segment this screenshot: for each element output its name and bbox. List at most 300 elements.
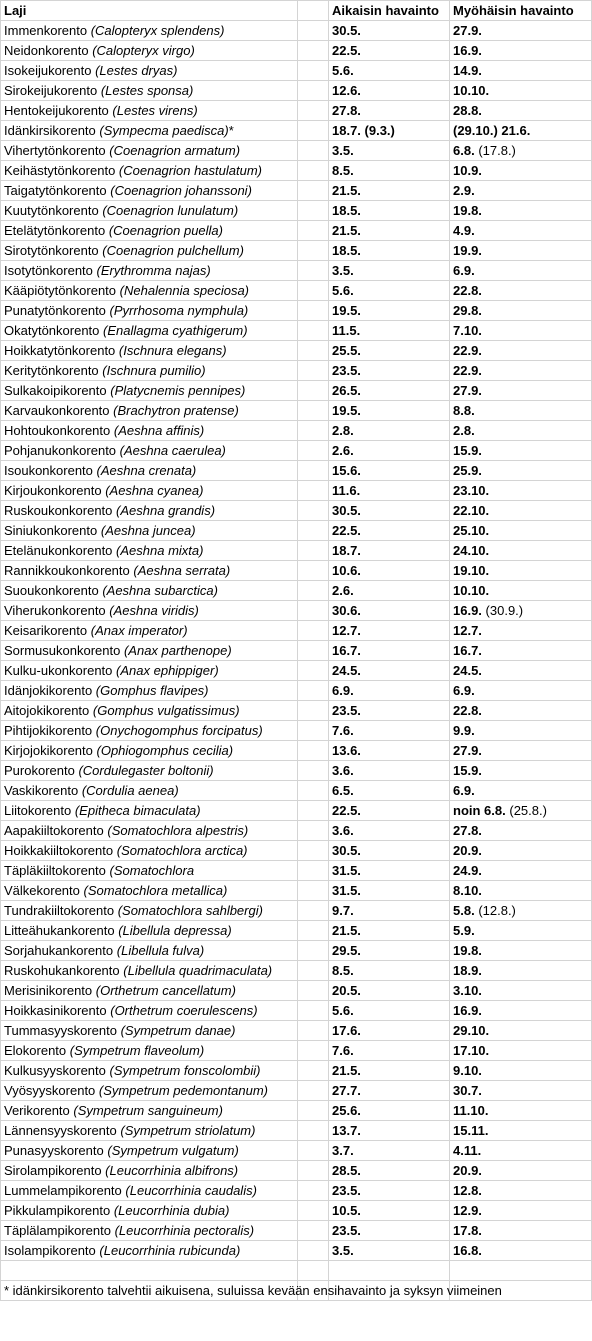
species-finnish-name: Kääpiötytönkorento (4, 283, 117, 298)
latest-cell[interactable] (450, 1001, 592, 1021)
empty-cell[interactable] (298, 1041, 329, 1061)
species-cell[interactable] (1, 441, 298, 461)
latest-cell[interactable] (450, 861, 592, 881)
latest-cell[interactable] (450, 1021, 592, 1041)
earliest-cell[interactable]: 22.5. (329, 41, 450, 61)
earliest-cell[interactable]: 18.7. (329, 541, 450, 561)
earliest-cell[interactable]: 22.5. (329, 521, 450, 541)
empty-cell[interactable] (298, 641, 329, 661)
header-latest[interactable]: Myöhäisin havainto (450, 1, 592, 21)
species-cell[interactable] (1, 1121, 298, 1141)
earliest-cell[interactable]: 30.5. (329, 841, 450, 861)
empty-cell[interactable] (298, 461, 329, 481)
species-cell[interactable] (1, 161, 298, 181)
empty-cell[interactable] (298, 81, 329, 101)
empty-cell[interactable] (298, 1241, 329, 1261)
table-row (1, 341, 592, 361)
earliest-cell[interactable]: 23.5. (329, 1181, 450, 1201)
latest-cell[interactable] (450, 841, 592, 861)
earliest-cell[interactable]: 30.5. (329, 501, 450, 521)
earliest-cell[interactable]: 26.5. (329, 381, 450, 401)
latest-cell[interactable] (450, 921, 592, 941)
empty-cell[interactable] (298, 261, 329, 281)
latest-cell[interactable] (450, 141, 592, 161)
header-empty-cell[interactable] (298, 1, 329, 21)
earliest-cell[interactable]: 6.9. (329, 681, 450, 701)
latest-cell[interactable] (450, 181, 592, 201)
earliest-cell[interactable]: 2.8. (329, 421, 450, 441)
empty-cell[interactable] (1, 1261, 298, 1281)
species-scientific-name: (Sympetrum striolatum) (120, 1123, 256, 1138)
earliest-cell[interactable]: 7.6. (329, 1041, 450, 1061)
latest-cell[interactable] (450, 1181, 592, 1201)
species-finnish-name: Taigatytönkorento (4, 183, 107, 198)
empty-cell[interactable] (298, 1201, 329, 1221)
table-row (1, 361, 592, 381)
header-species[interactable]: Laji (1, 1, 298, 21)
latest-cell[interactable] (450, 741, 592, 761)
species-cell[interactable] (1, 721, 298, 741)
empty-cell[interactable] (298, 1101, 329, 1121)
species-cell[interactable] (1, 361, 298, 381)
earliest-cell[interactable]: 18.5. (329, 201, 450, 221)
latest-value: 12.7. (453, 623, 482, 638)
earliest-cell[interactable]: 12.6. (329, 81, 450, 101)
earliest-cell[interactable]: 21.5. (329, 1061, 450, 1081)
species-cell[interactable] (1, 841, 298, 861)
latest-cell[interactable] (450, 521, 592, 541)
latest-value: 9.10. (453, 1063, 482, 1078)
empty-cell[interactable] (298, 661, 329, 681)
latest-value: 14.9. (453, 63, 482, 78)
latest-cell[interactable] (450, 581, 592, 601)
empty-cell[interactable] (298, 1081, 329, 1101)
latest-cell[interactable] (450, 561, 592, 581)
empty-cell[interactable] (298, 221, 329, 241)
species-cell[interactable] (1, 221, 298, 241)
empty-cell[interactable] (450, 1261, 592, 1281)
latest-cell[interactable] (450, 1081, 592, 1101)
latest-cell[interactable] (450, 61, 592, 81)
table-row (1, 761, 592, 781)
empty-cell[interactable] (298, 1061, 329, 1081)
earliest-cell[interactable]: 5.6. (329, 281, 450, 301)
empty-cell[interactable] (329, 1261, 450, 1281)
species-cell[interactable] (1, 41, 298, 61)
species-cell[interactable] (1, 101, 298, 121)
earliest-cell[interactable]: 21.5. (329, 221, 450, 241)
species-cell[interactable] (1, 1001, 298, 1021)
latest-cell[interactable] (450, 761, 592, 781)
empty-cell[interactable] (298, 841, 329, 861)
empty-cell[interactable] (298, 1001, 329, 1021)
earliest-cell[interactable]: 2.6. (329, 581, 450, 601)
latest-cell[interactable] (450, 801, 592, 821)
latest-cell[interactable] (450, 621, 592, 641)
earliest-cell[interactable]: 3.7. (329, 1141, 450, 1161)
empty-cell[interactable] (298, 941, 329, 961)
species-cell[interactable] (1, 741, 298, 761)
latest-cell[interactable] (450, 1161, 592, 1181)
empty-cell[interactable] (298, 281, 329, 301)
empty-cell[interactable] (298, 121, 329, 141)
latest-value: 7.10. (453, 323, 482, 338)
species-cell[interactable] (1, 501, 298, 521)
species-cell[interactable] (1, 921, 298, 941)
empty-cell[interactable] (298, 601, 329, 621)
species-finnish-name: Verikorento (4, 1103, 70, 1118)
species-cell[interactable] (1, 821, 298, 841)
species-cell[interactable] (1, 1241, 298, 1261)
latest-cell[interactable] (450, 1141, 592, 1161)
species-cell[interactable] (1, 21, 298, 41)
earliest-cell[interactable]: 25.5. (329, 341, 450, 361)
empty-cell[interactable] (298, 341, 329, 361)
species-cell[interactable] (1, 601, 298, 621)
species-cell[interactable] (1, 1021, 298, 1041)
earliest-cell[interactable]: 12.7. (329, 621, 450, 641)
latest-cell[interactable] (450, 1101, 592, 1121)
species-cell[interactable] (1, 1041, 298, 1061)
species-cell[interactable] (1, 181, 298, 201)
earliest-cell[interactable]: 3.5. (329, 1241, 450, 1261)
empty-cell[interactable] (298, 701, 329, 721)
latest-cell[interactable] (450, 21, 592, 41)
earliest-cell[interactable]: 18.7. (9.3.) (329, 121, 450, 141)
earliest-cell[interactable]: 2.6. (329, 441, 450, 461)
species-cell[interactable] (1, 981, 298, 1001)
table-row (1, 1001, 592, 1021)
species-cell[interactable] (1, 1181, 298, 1201)
empty-cell[interactable] (298, 401, 329, 421)
table-row (1, 81, 592, 101)
table-row (1, 381, 592, 401)
species-cell[interactable] (1, 461, 298, 481)
earliest-cell[interactable]: 17.6. (329, 1021, 450, 1041)
earliest-cell[interactable]: 20.5. (329, 981, 450, 1001)
empty-cell[interactable] (298, 381, 329, 401)
species-cell[interactable] (1, 421, 298, 441)
empty-cell[interactable] (298, 21, 329, 41)
earliest-cell[interactable]: 28.5. (329, 1161, 450, 1181)
latest-cell[interactable] (450, 301, 592, 321)
species-cell[interactable] (1, 81, 298, 101)
species-scientific-name: (Epitheca bimaculata) (74, 803, 201, 818)
earliest-cell[interactable]: 3.5. (329, 141, 450, 161)
species-cell[interactable] (1, 381, 298, 401)
species-cell[interactable] (1, 781, 298, 801)
latest-cell[interactable] (450, 781, 592, 801)
species-cell[interactable] (1, 761, 298, 781)
empty-cell[interactable] (298, 61, 329, 81)
earliest-cell[interactable]: 8.5. (329, 961, 450, 981)
latest-cell[interactable] (450, 541, 592, 561)
species-finnish-name: Okatytönkorento (4, 323, 100, 338)
empty-cell[interactable] (298, 721, 329, 741)
latest-cell[interactable] (450, 1201, 592, 1221)
latest-cell[interactable] (450, 381, 592, 401)
earliest-cell[interactable]: 7.6. (329, 721, 450, 741)
empty-cell[interactable] (298, 741, 329, 761)
earliest-cell[interactable]: 31.5. (329, 881, 450, 901)
empty-cell[interactable] (298, 901, 329, 921)
empty-cell[interactable] (298, 1161, 329, 1181)
species-finnish-name: Lännensyyskorento (4, 1123, 117, 1138)
latest-cell[interactable] (450, 661, 592, 681)
latest-cell[interactable] (450, 281, 592, 301)
latest-cell[interactable] (450, 961, 592, 981)
earliest-cell[interactable]: 18.5. (329, 241, 450, 261)
species-scientific-name: (Coenagrion puella) (108, 223, 223, 238)
empty-cell[interactable] (298, 981, 329, 1001)
empty-cell[interactable] (298, 201, 329, 221)
table-row (1, 641, 592, 661)
latest-cell[interactable] (450, 721, 592, 741)
species-cell[interactable] (1, 1161, 298, 1181)
table-row (1, 621, 592, 641)
empty-cell[interactable] (298, 301, 329, 321)
earliest-cell[interactable]: 19.5. (329, 401, 450, 421)
empty-cell[interactable] (298, 821, 329, 841)
latest-cell[interactable] (450, 321, 592, 341)
species-cell[interactable] (1, 1221, 298, 1241)
earliest-cell[interactable]: 27.8. (329, 101, 450, 121)
empty-cell[interactable] (298, 921, 329, 941)
empty-cell[interactable] (298, 361, 329, 381)
empty-cell[interactable] (298, 1121, 329, 1141)
empty-cell[interactable] (298, 501, 329, 521)
species-cell[interactable] (1, 581, 298, 601)
empty-cell[interactable] (298, 181, 329, 201)
earliest-cell[interactable]: 23.5. (329, 701, 450, 721)
species-cell[interactable] (1, 1201, 298, 1221)
latest-cell[interactable] (450, 1061, 592, 1081)
latest-cell[interactable] (450, 1241, 592, 1261)
empty-cell[interactable] (298, 101, 329, 121)
latest-value: 22.9. (453, 343, 482, 358)
empty-cell[interactable] (298, 1021, 329, 1041)
empty-cell[interactable] (298, 761, 329, 781)
earliest-cell[interactable]: 3.6. (329, 821, 450, 841)
earliest-cell[interactable]: 8.5. (329, 161, 450, 181)
latest-cell[interactable] (450, 601, 592, 621)
empty-cell[interactable] (298, 1261, 329, 1281)
empty-cell[interactable] (298, 421, 329, 441)
table-row (1, 1061, 592, 1081)
earliest-cell[interactable]: 11.5. (329, 321, 450, 341)
species-cell[interactable] (1, 61, 298, 81)
empty-cell[interactable] (298, 781, 329, 801)
latest-cell[interactable] (450, 481, 592, 501)
earliest-cell[interactable]: 21.5. (329, 921, 450, 941)
empty-cell[interactable] (298, 561, 329, 581)
species-scientific-name: (Libellula depressa) (118, 923, 232, 938)
latest-cell[interactable] (450, 161, 592, 181)
empty-cell[interactable] (298, 321, 329, 341)
species-cell[interactable] (1, 681, 298, 701)
latest-cell[interactable] (450, 681, 592, 701)
latest-cell[interactable] (450, 221, 592, 241)
latest-cell[interactable] (450, 241, 592, 261)
table-row (1, 301, 592, 321)
species-scientific-name: (Sympetrum sanguineum) (73, 1103, 223, 1118)
species-cell[interactable] (1, 241, 298, 261)
species-scientific-name: (Aeshna subarctica) (102, 583, 218, 598)
earliest-cell[interactable]: 3.5. (329, 261, 450, 281)
latest-cell[interactable] (450, 881, 592, 901)
latest-value: 20.9. (453, 843, 482, 858)
empty-cell[interactable] (298, 801, 329, 821)
latest-cell[interactable] (450, 261, 592, 281)
empty-cell[interactable] (298, 521, 329, 541)
species-cell[interactable] (1, 961, 298, 981)
empty-cell[interactable] (298, 241, 329, 261)
latest-cell[interactable] (450, 101, 592, 121)
species-finnish-name: Sorjahukankorento (4, 943, 114, 958)
earliest-cell[interactable]: 16.7. (329, 641, 450, 661)
species-cell[interactable] (1, 521, 298, 541)
empty-cell[interactable] (298, 861, 329, 881)
latest-cell[interactable] (450, 201, 592, 221)
earliest-cell[interactable]: 6.5. (329, 781, 450, 801)
empty-cell[interactable] (298, 481, 329, 501)
empty-cell[interactable] (298, 541, 329, 561)
earliest-cell[interactable]: 29.5. (329, 941, 450, 961)
earliest-cell[interactable]: 10.5. (329, 1201, 450, 1221)
earliest-cell[interactable]: 31.5. (329, 861, 450, 881)
species-cell[interactable] (1, 1101, 298, 1121)
species-cell[interactable] (1, 641, 298, 661)
species-cell[interactable] (1, 1141, 298, 1161)
latest-cell[interactable] (450, 1121, 592, 1141)
empty-cell[interactable] (298, 41, 329, 61)
species-cell[interactable] (1, 541, 298, 561)
species-cell[interactable] (1, 621, 298, 641)
earliest-cell[interactable]: 30.5. (329, 21, 450, 41)
earliest-cell[interactable]: 5.6. (329, 61, 450, 81)
species-cell[interactable] (1, 1061, 298, 1081)
species-cell[interactable] (1, 121, 298, 141)
earliest-cell[interactable]: 13.6. (329, 741, 450, 761)
species-cell[interactable] (1, 301, 298, 321)
species-cell[interactable] (1, 881, 298, 901)
latest-cell[interactable] (450, 361, 592, 381)
table-row (1, 441, 592, 461)
latest-cell[interactable] (450, 641, 592, 661)
latest-cell[interactable] (450, 1221, 592, 1241)
species-scientific-name: (Brachytron pratense) (113, 403, 239, 418)
species-cell[interactable] (1, 861, 298, 881)
latest-cell[interactable] (450, 821, 592, 841)
latest-cell[interactable] (450, 901, 592, 921)
species-cell[interactable] (1, 141, 298, 161)
species-cell[interactable] (1, 341, 298, 361)
species-cell[interactable] (1, 901, 298, 921)
species-cell[interactable] (1, 1081, 298, 1101)
species-cell[interactable] (1, 281, 298, 301)
earliest-cell[interactable]: 23.5. (329, 361, 450, 381)
earliest-cell[interactable]: 21.5. (329, 181, 450, 201)
latest-cell[interactable] (450, 401, 592, 421)
earliest-cell[interactable]: 13.7. (329, 1121, 450, 1141)
latest-cell[interactable] (450, 501, 592, 521)
species-cell[interactable] (1, 321, 298, 341)
species-scientific-name: (Onychogomphus forcipatus) (95, 723, 263, 738)
species-cell[interactable] (1, 661, 298, 681)
latest-cell[interactable] (450, 461, 592, 481)
species-cell[interactable] (1, 561, 298, 581)
latest-value: 15.9. (453, 763, 482, 778)
earliest-cell[interactable]: 15.6. (329, 461, 450, 481)
empty-cell[interactable] (298, 441, 329, 461)
earliest-cell[interactable]: 24.5. (329, 661, 450, 681)
empty-cell[interactable] (298, 1141, 329, 1161)
latest-cell[interactable] (450, 701, 592, 721)
empty-cell[interactable] (298, 1221, 329, 1241)
empty-cell[interactable] (298, 681, 329, 701)
empty-cell[interactable] (298, 1181, 329, 1201)
empty-cell[interactable] (298, 961, 329, 981)
species-scientific-name: (Ischnura pumilio) (102, 363, 206, 378)
species-cell[interactable] (1, 201, 298, 221)
header-earliest[interactable]: Aikaisin havainto (329, 1, 450, 21)
earliest-cell[interactable]: 10.6. (329, 561, 450, 581)
empty-cell[interactable] (298, 581, 329, 601)
latest-cell[interactable] (450, 1041, 592, 1061)
species-cell[interactable] (1, 401, 298, 421)
earliest-cell[interactable]: 27.7. (329, 1081, 450, 1101)
table-row (1, 801, 592, 821)
latest-cell[interactable] (450, 341, 592, 361)
table-row (1, 881, 592, 901)
earliest-cell[interactable]: 22.5. (329, 801, 450, 821)
species-scientific-name: (Lestes virens) (112, 103, 198, 118)
species-cell[interactable] (1, 701, 298, 721)
earliest-cell[interactable]: 5.6. (329, 1001, 450, 1021)
species-finnish-name: Keritytönkorento (4, 363, 99, 378)
earliest-cell[interactable]: 9.7. (329, 901, 450, 921)
table-row (1, 1081, 592, 1101)
footnote-cell[interactable]: * idänkirsikorento talvehtii aikuisena, suluissa kevään ensihavainto ja syksyn viimeinen (1, 1281, 298, 1301)
latest-cell[interactable] (450, 81, 592, 101)
species-finnish-name: Purokorento (4, 763, 75, 778)
latest-cell[interactable] (450, 421, 592, 441)
empty-cell[interactable] (298, 621, 329, 641)
species-finnish-name: Keihästytönkorento (4, 163, 116, 178)
empty-row (1, 1261, 592, 1281)
latest-cell[interactable] (450, 441, 592, 461)
empty-cell[interactable] (298, 141, 329, 161)
earliest-cell[interactable]: 25.6. (329, 1101, 450, 1121)
latest-cell[interactable] (450, 121, 592, 141)
earliest-cell[interactable]: 23.5. (329, 1221, 450, 1241)
earliest-cell[interactable]: 11.6. (329, 481, 450, 501)
latest-cell[interactable] (450, 41, 592, 61)
empty-cell[interactable] (298, 881, 329, 901)
table-row (1, 421, 592, 441)
latest-cell[interactable] (450, 981, 592, 1001)
empty-cell[interactable] (298, 161, 329, 181)
earliest-cell[interactable]: 30.6. (329, 601, 450, 621)
earliest-cell[interactable]: 3.6. (329, 761, 450, 781)
species-cell[interactable] (1, 481, 298, 501)
species-scientific-name: (Aeshna juncea) (100, 523, 196, 538)
species-cell[interactable] (1, 261, 298, 281)
species-cell[interactable] (1, 801, 298, 821)
species-cell[interactable] (1, 941, 298, 961)
earliest-cell[interactable]: 19.5. (329, 301, 450, 321)
latest-cell[interactable] (450, 941, 592, 961)
